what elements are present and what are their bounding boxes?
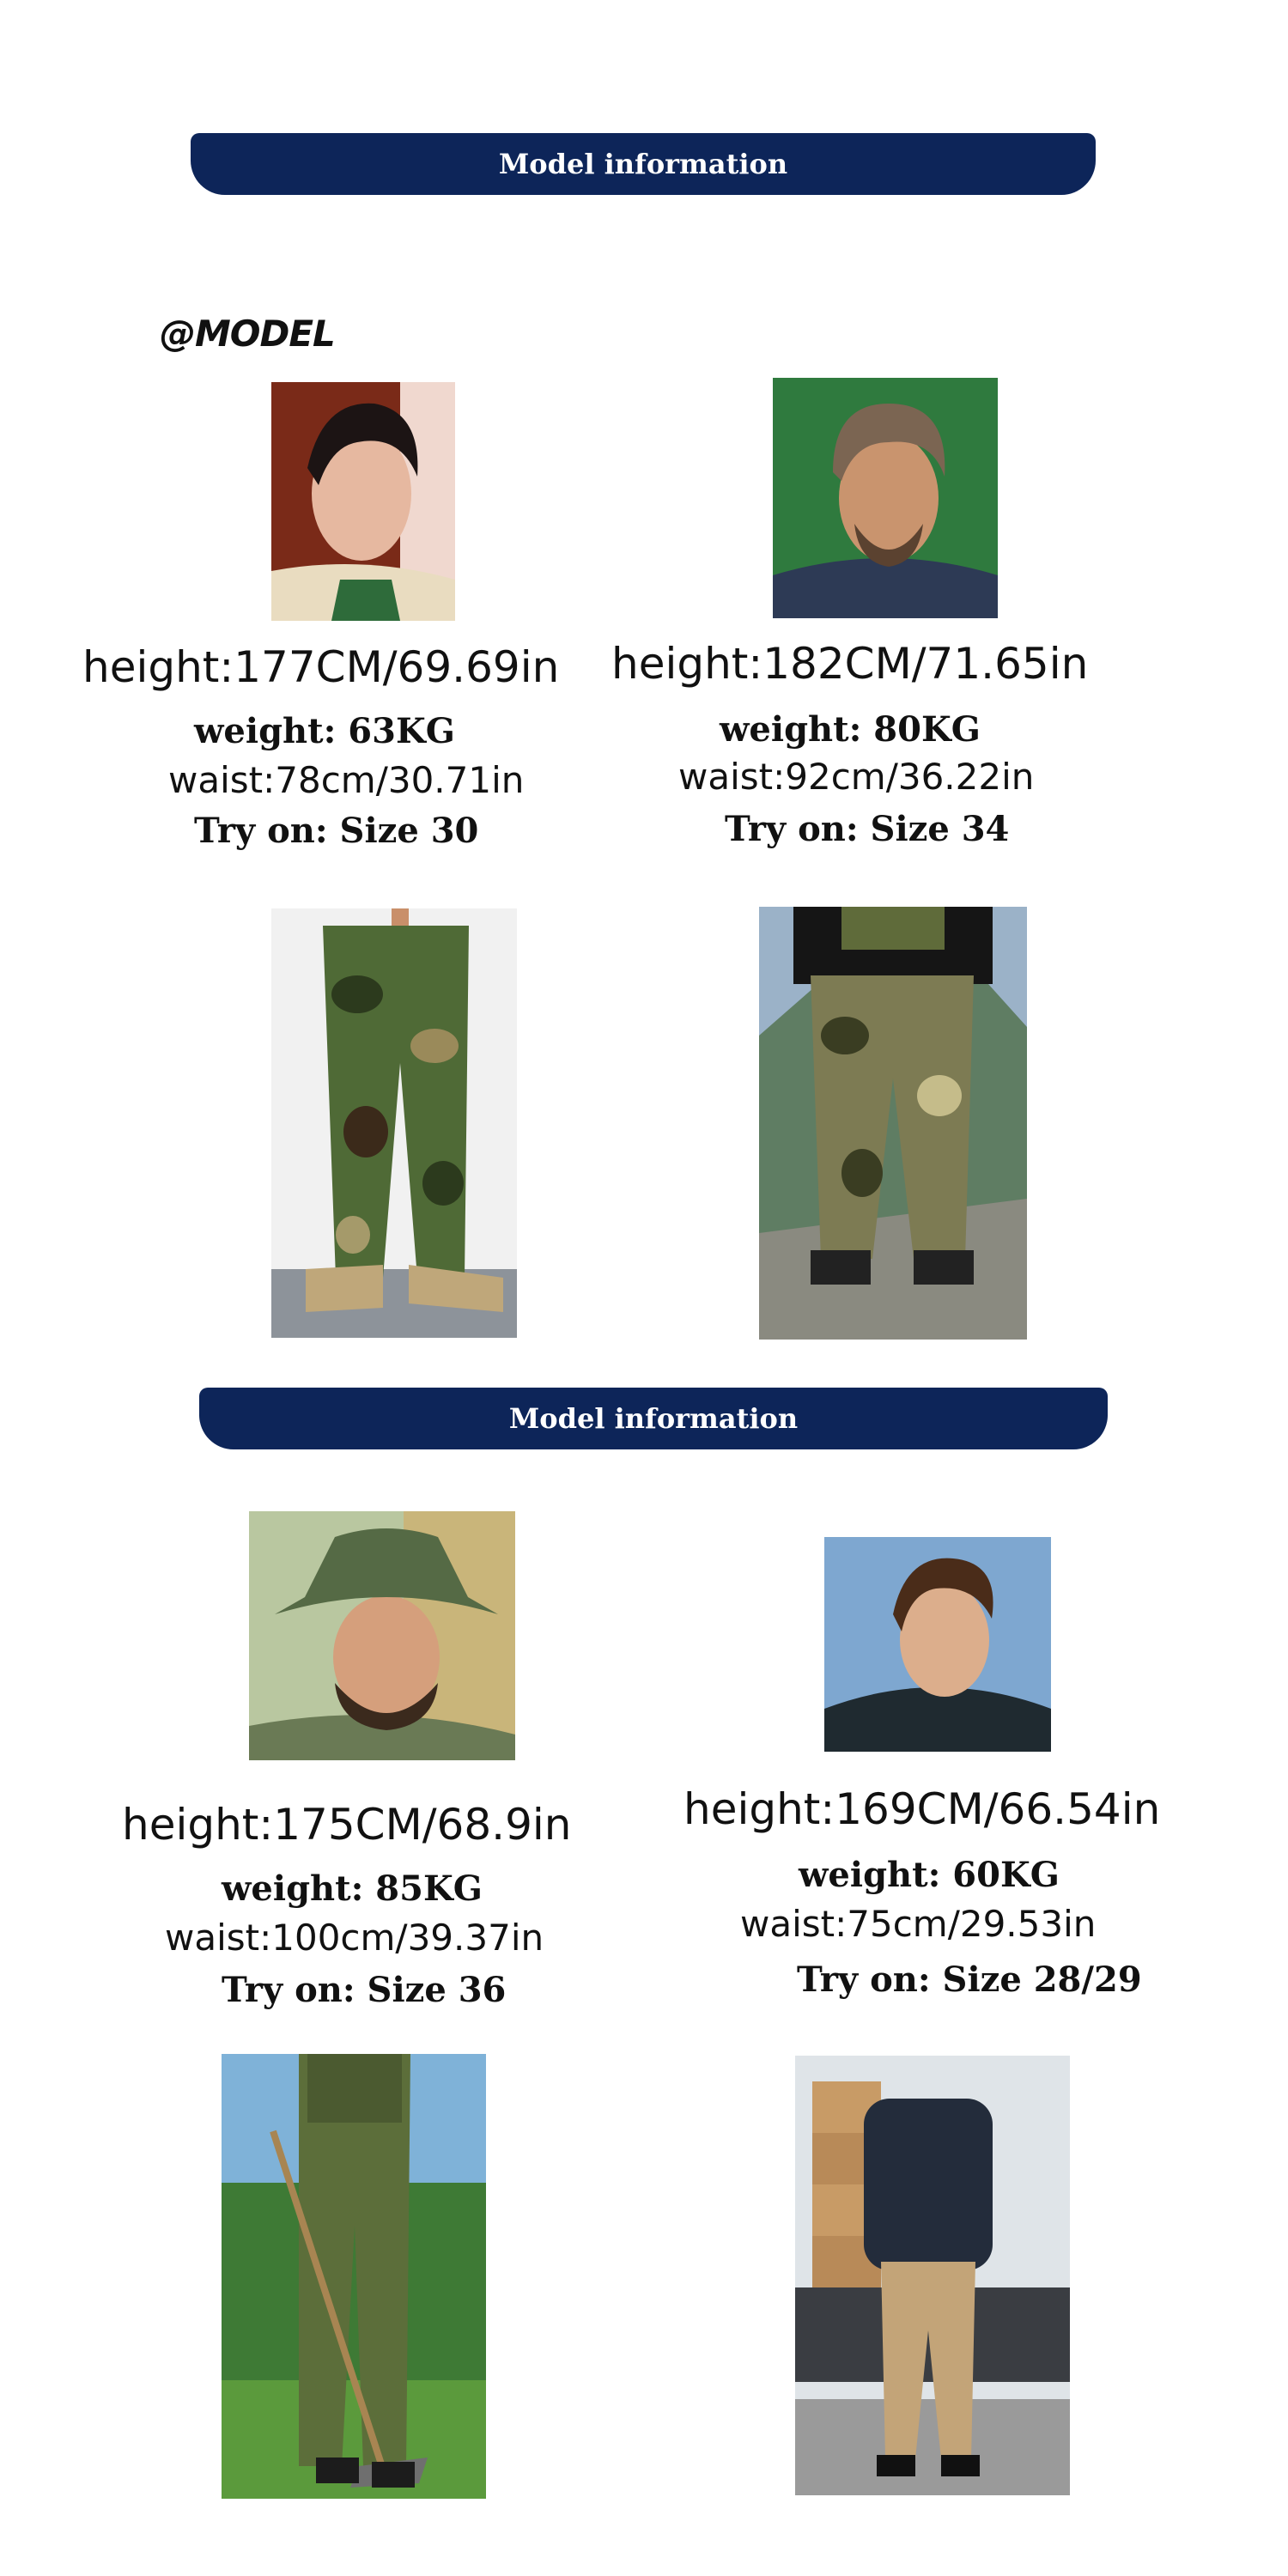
model-try-on-size: Try on: Size 30 [194,811,479,851]
model-weight: weight: 85KG [222,1868,483,1909]
model-height: height:182CM/71.65in [611,639,1089,689]
model-height: height:175CM/68.9in [122,1800,572,1850]
banner-title: Model information [508,1402,799,1435]
model-weight: weight: 63KG [194,711,455,751]
outfit-photo [795,2056,1070,2495]
model-weight: weight: 80KG [720,709,981,750]
outfit-photo [271,908,517,1338]
model-weight: weight: 60KG [799,1855,1060,1895]
model-try-on-size: Try on: Size 36 [222,1970,507,2010]
outfit-photo [759,907,1027,1340]
model-portrait [271,382,455,621]
model-waist: waist:75cm/29.53in [740,1903,1097,1945]
outfit-photo [222,2054,486,2499]
model-portrait [249,1511,515,1760]
model-portrait [773,378,998,618]
model-portrait [824,1537,1051,1752]
model-tag: @MODEL [160,313,335,355]
model-waist: waist:78cm/30.71in [168,759,525,801]
model-height: height:177CM/69.69in [82,642,560,692]
banner-title: Model information [498,148,788,180]
model-try-on-size: Try on: Size 34 [725,809,1010,849]
model-waist: waist:100cm/39.37in [165,1917,544,1959]
model-waist: waist:92cm/36.22in [678,756,1035,798]
model-try-on-size: Try on: Size 28/29 [797,1959,1142,2000]
model-height: height:169CM/66.54in [683,1784,1161,1834]
model-info-banner [191,133,1096,195]
model-info-banner [199,1388,1108,1449]
